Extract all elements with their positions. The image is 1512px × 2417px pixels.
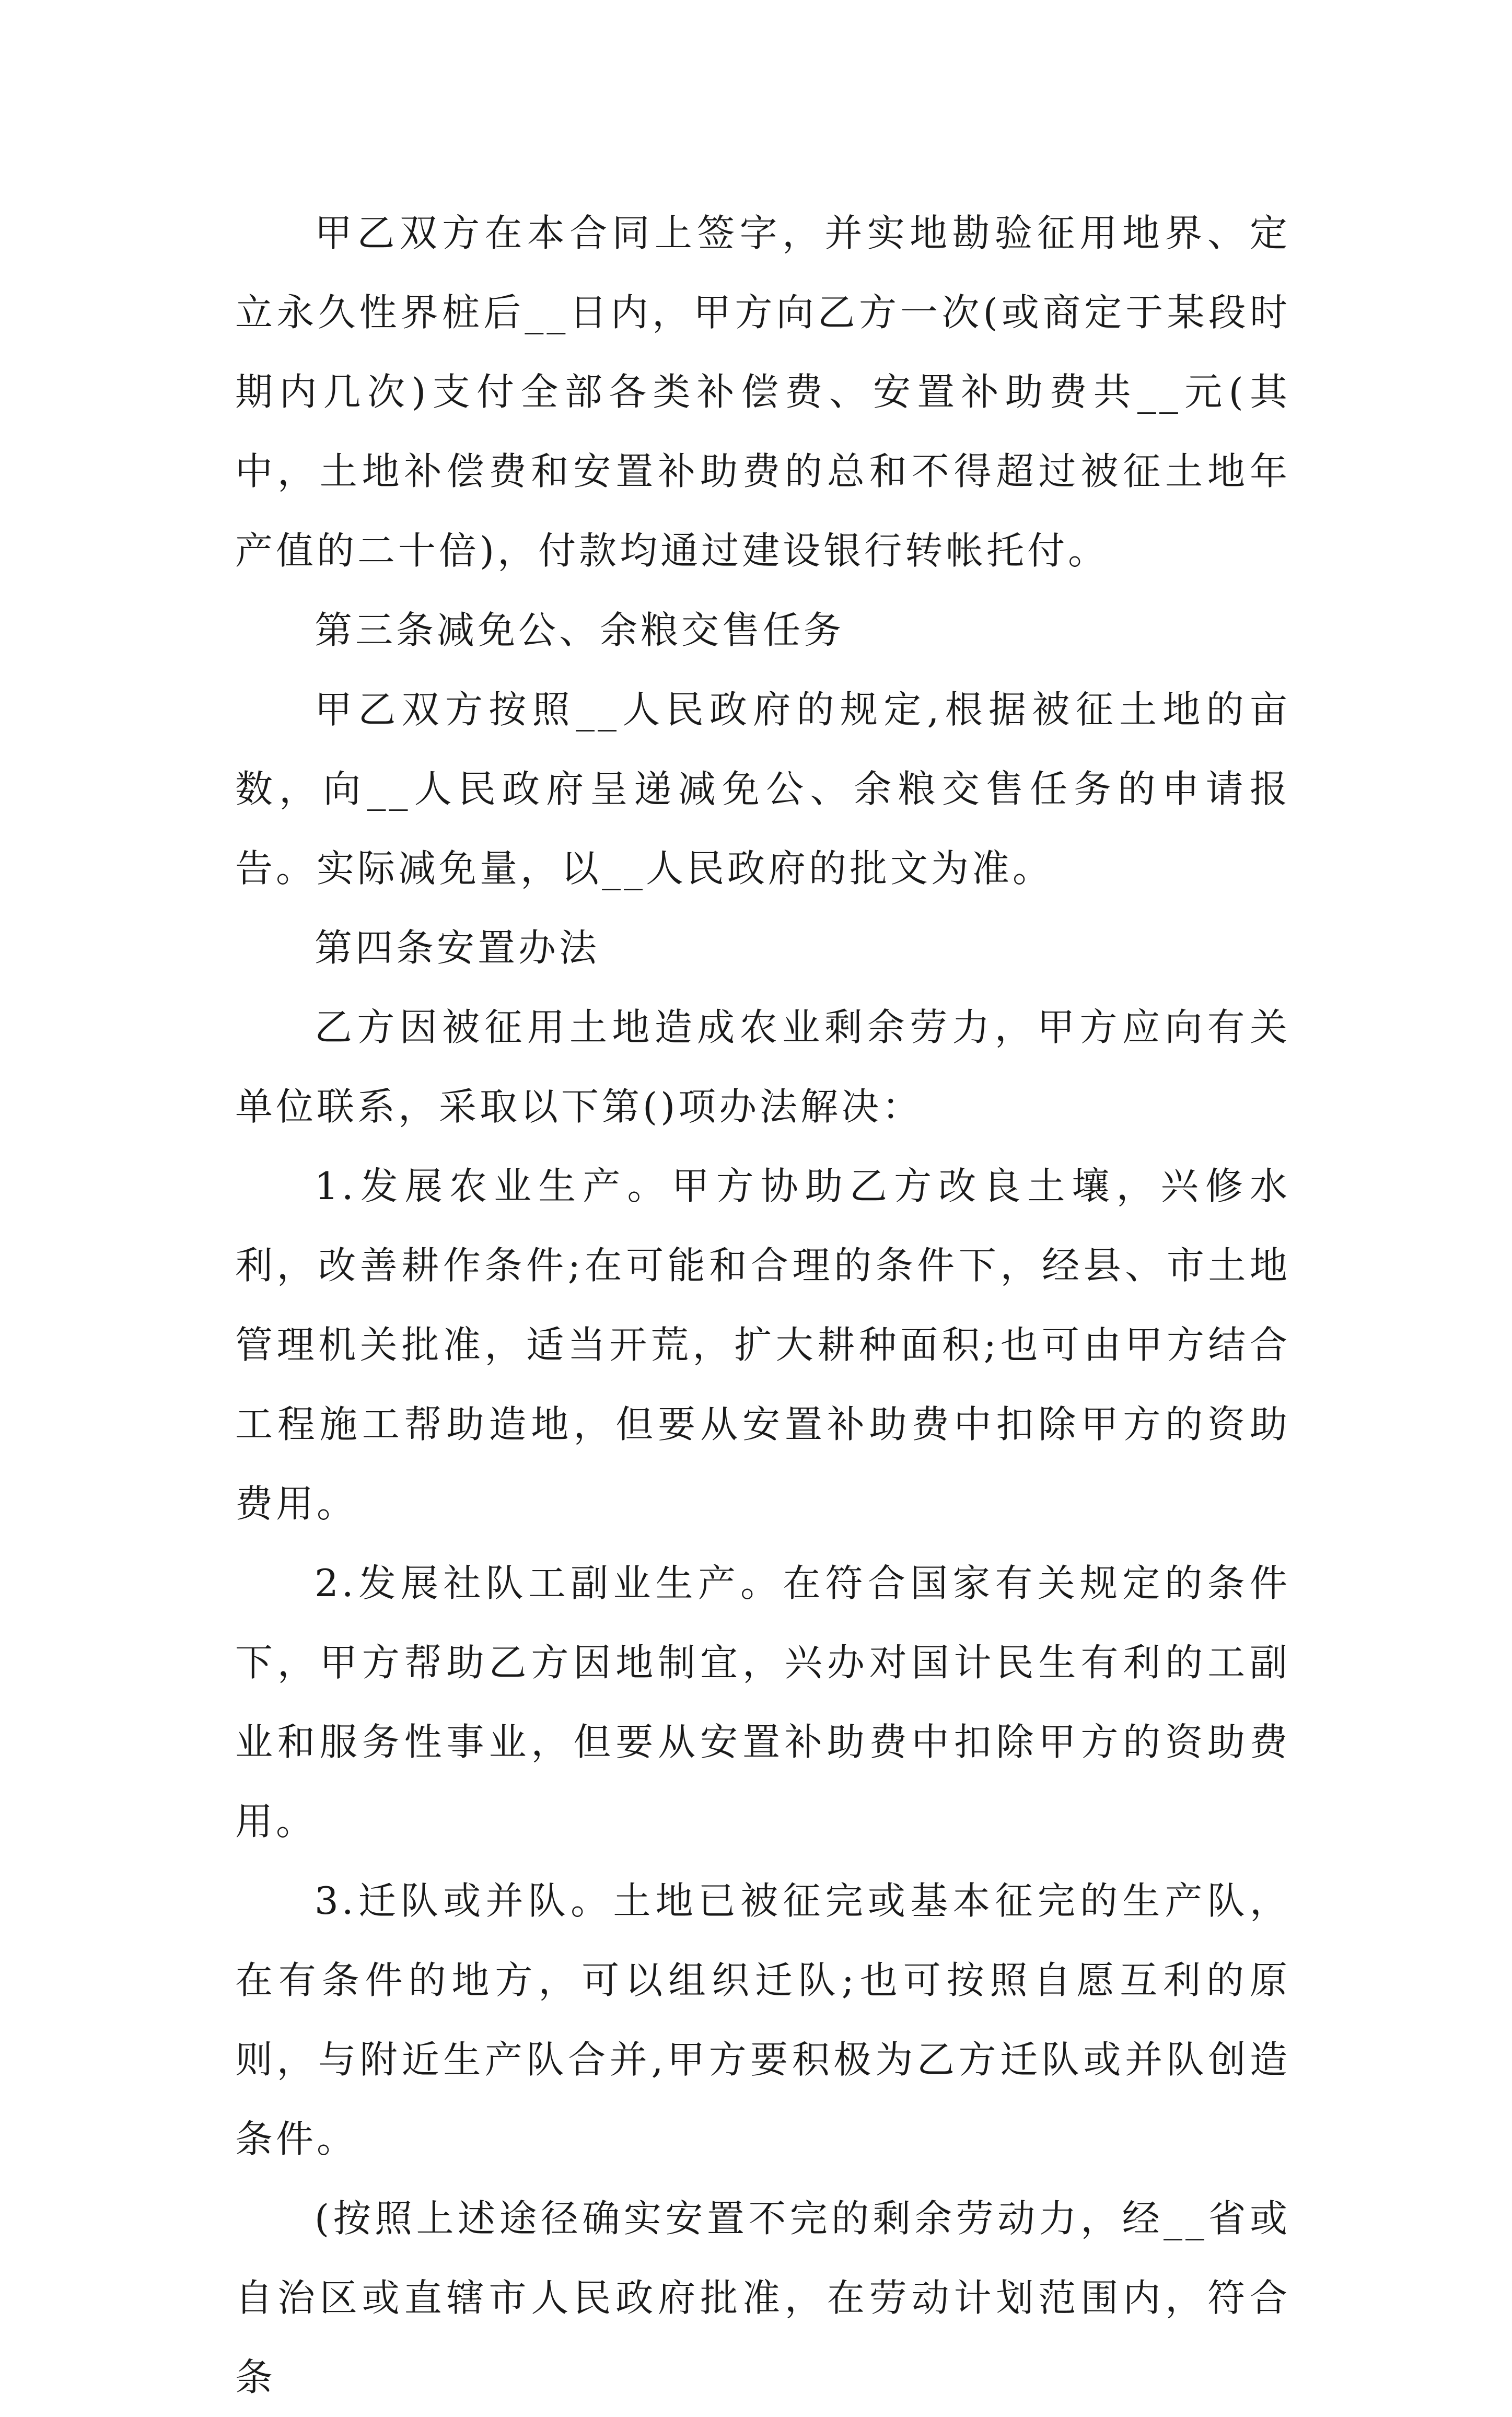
paragraph-resettlement-intro: 乙方因被征用土地造成农业剩余劳力，甲方应向有关单位联系，采取以下第()项办法解决： bbox=[235, 1005, 1290, 1129]
heading-article-4: 第四条安置办法 bbox=[315, 926, 600, 970]
list-item-3: 3.迁队或并队。土地已被征完或基本征完的生产队，在有条件的地方，可以组织迁队;也可按照自愿互利的原则，与附近生产队合并,甲方要积极为乙方迁队或并队创造条件。 bbox=[235, 1879, 1290, 2161]
paragraph-remaining-labor: (按照上述途径确实安置不完的剩余劳动力，经__省或自治区或直辖市人民政府批准，在劳动计划范围内，符合条 bbox=[235, 2197, 1290, 2399]
list-item-1: 1.发展农业生产。甲方协助乙方改良土壤，兴修水利，改善耕作条件;在可能和合理的条件下，经县、市土地管理机关批准，适当开荒，扩大耕种面积;也可由甲方结合工程施工帮助造地，但要从安置补助费中扣除甲方的资助费用。 bbox=[235, 1164, 1290, 1526]
paragraph-payment-terms: 甲乙双方在本合同上签字，并实地勘验征用地界、定立永久性界桩后__日内，甲方向乙方一次(或商定于某段时期内几次)支付全部各类补偿费、安置补助费共__元(其中，土地补偿费和安置补助费的总和不得超过被征土地年产值的二十倍)，付款均通过建设银行转帐托付。 bbox=[235, 211, 1290, 573]
document-body bbox=[235, 193, 1290, 2417]
paragraph-grain-quota: 甲乙双方按照__人民政府的规定,根据被征土地的亩数，向__人民政府呈递减免公、余粮交售任务的申请报告。实际减免量，以__人民政府的批文为准。 bbox=[235, 688, 1290, 890]
heading-article-3: 第三条减免公、余粮交售任务 bbox=[315, 608, 845, 652]
list-item-2: 2.发展社队工副业生产。在符合国家有关规定的条件下，甲方帮助乙方因地制宜，兴办对国计民生有利的工副业和服务性事业，但要从安置补助费中扣除甲方的资助费用。 bbox=[235, 1561, 1290, 1843]
